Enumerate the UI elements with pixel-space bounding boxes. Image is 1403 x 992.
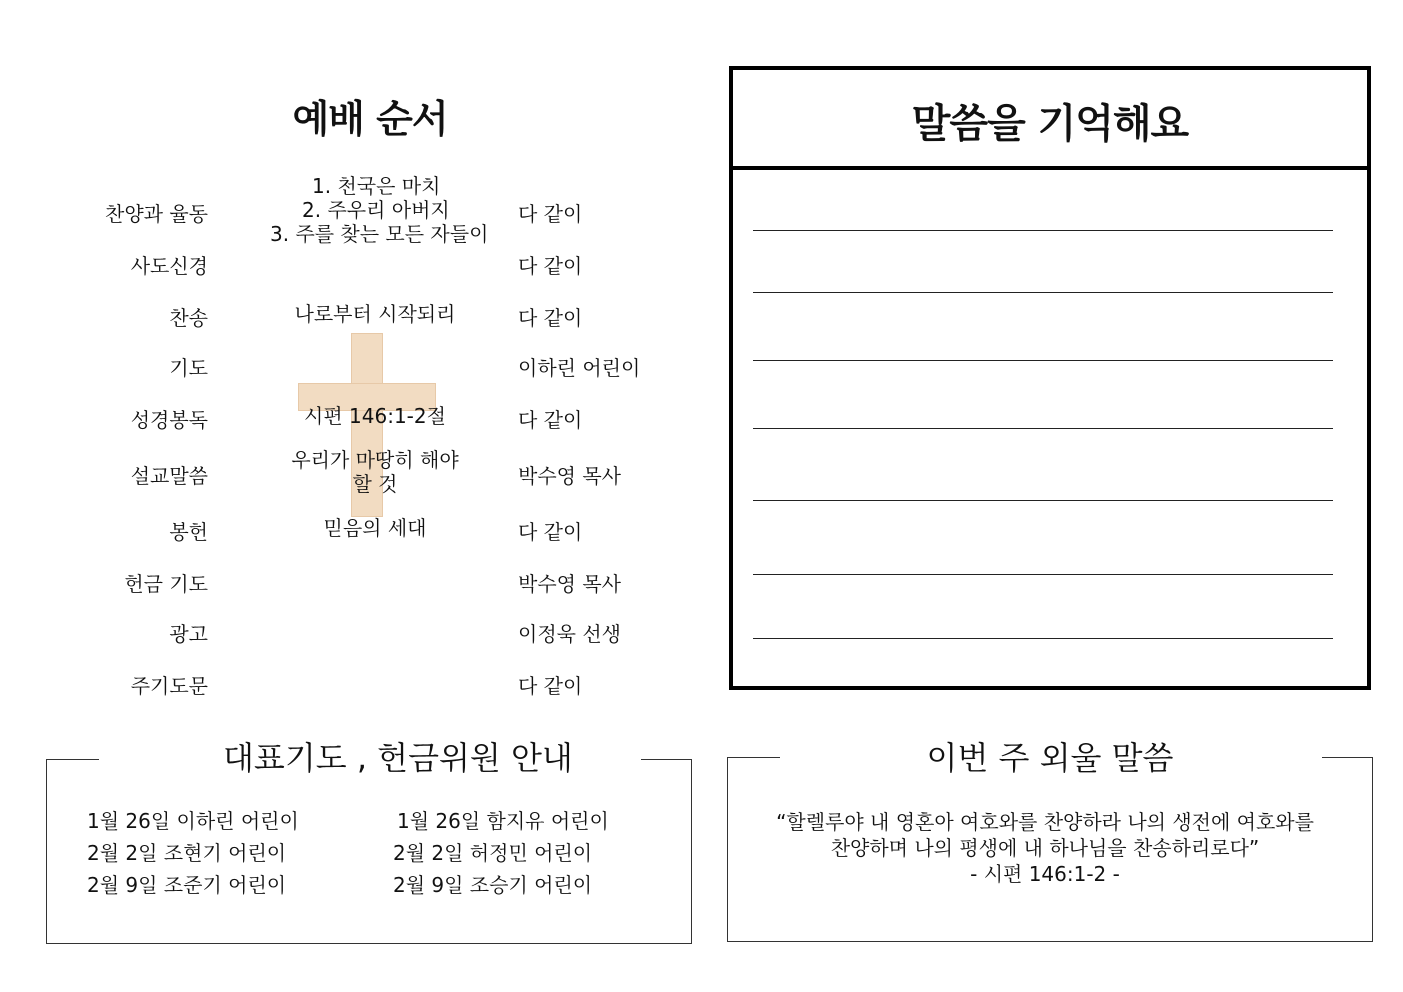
- writing-line: [753, 230, 1333, 231]
- writing-line: [753, 638, 1333, 639]
- order-content: [270, 404, 480, 428]
- writing-line: [753, 500, 1333, 501]
- offering-right-3: 2월 9일 조승기 어린이: [393, 873, 593, 897]
- box-top-border-right: [641, 759, 691, 760]
- verse-line-1: “할렐루야 내 영혼아 여호와를 찬양하라 나의 생전에 여호와를: [776, 810, 1314, 834]
- order-label: 광고: [169, 622, 208, 646]
- order-label: 설교말씀: [130, 464, 208, 488]
- prayer-offering-box: [46, 739, 692, 944]
- order-row: [0, 568, 700, 608]
- order-leader: 다 같이: [518, 520, 583, 544]
- order-row: [0, 448, 700, 500]
- order-content: [270, 302, 480, 326]
- order-row: [0, 302, 700, 342]
- prayer-left-2: 2월 2일 조현기 어린이: [87, 841, 287, 865]
- order-label: 헌금 기도: [124, 572, 208, 596]
- order-content-line: 믿음의 세대: [323, 516, 427, 540]
- order-leader: 이하린 어린이: [518, 356, 641, 380]
- order-content-line: 나로부터 시작되리: [294, 302, 456, 326]
- order-label: 성경봉독: [130, 408, 208, 432]
- order-content-line: 할 것: [352, 472, 398, 496]
- order-label: 사도신경: [130, 254, 208, 278]
- order-row: [0, 670, 700, 710]
- order-leader: 박수영 목사: [518, 572, 621, 596]
- order-row: [0, 250, 700, 290]
- offering-right-2: 2월 2일 허정민 어린이: [393, 841, 593, 865]
- order-content-line: 1. 천국은 마치: [312, 174, 441, 198]
- writing-line: [753, 292, 1333, 293]
- order-row: [0, 352, 700, 392]
- box-top-border-left: [728, 757, 780, 758]
- memorize-header: [733, 70, 1367, 170]
- prayer-left-1: 1월 26일 이하린 어린이: [87, 809, 299, 833]
- order-label: 봉헌: [169, 520, 208, 544]
- order-row: [0, 404, 700, 444]
- order-row: [0, 174, 700, 246]
- order-content: [270, 516, 480, 540]
- writing-line: [753, 574, 1333, 575]
- order-content-line: 3. 주를 찾는 모든 자들이: [270, 222, 489, 246]
- order-row: [0, 618, 700, 658]
- box-top-border-right: [1322, 757, 1372, 758]
- order-content: [270, 174, 489, 246]
- order-leader: 이정욱 선생: [518, 622, 621, 646]
- order-content-line: 2. 주우리 아버지: [302, 198, 450, 222]
- offering-right-1: 1월 26일 함지유 어린이: [397, 809, 609, 833]
- memorize-title: 말씀을 기억해요: [911, 101, 1189, 147]
- prayer-left-3: 2월 9일 조준기 어린이: [87, 873, 287, 897]
- order-content-line: 우리가 마땅히 해야: [291, 448, 459, 472]
- order-label: 찬양과 율동: [105, 202, 208, 226]
- writing-line: [753, 360, 1333, 361]
- order-label: 찬송: [169, 306, 208, 330]
- weekly-verse-title: 이번 주 외울 말씀: [900, 733, 1200, 779]
- order-leader: 다 같이: [518, 408, 583, 432]
- box-top-border-left: [47, 759, 99, 760]
- order-content-line: 시편 146:1-2절: [304, 404, 446, 428]
- prayer-offering-title: 대표기도 , 헌금위원 안내: [223, 733, 523, 779]
- order-leader: 다 같이: [518, 306, 583, 330]
- weekly-verse-box: [727, 739, 1373, 942]
- order-leader: 다 같이: [518, 254, 583, 278]
- order-title: 예배 순서: [292, 97, 448, 141]
- writing-line: [753, 428, 1333, 429]
- order-row: [0, 516, 700, 556]
- order-label: 기도: [169, 356, 208, 380]
- verse-line-2: 찬양하며 나의 평생에 내 하나님을 찬송하리로다”: [830, 836, 1260, 860]
- verse-reference: - 시편 146:1-2 -: [970, 862, 1120, 886]
- memorize-box: [729, 66, 1371, 690]
- order-content: [270, 448, 480, 496]
- order-leader: 다 같이: [518, 674, 583, 698]
- order-label: 주기도문: [130, 674, 208, 698]
- order-leader: 다 같이: [518, 202, 583, 226]
- order-leader: 박수영 목사: [518, 464, 621, 488]
